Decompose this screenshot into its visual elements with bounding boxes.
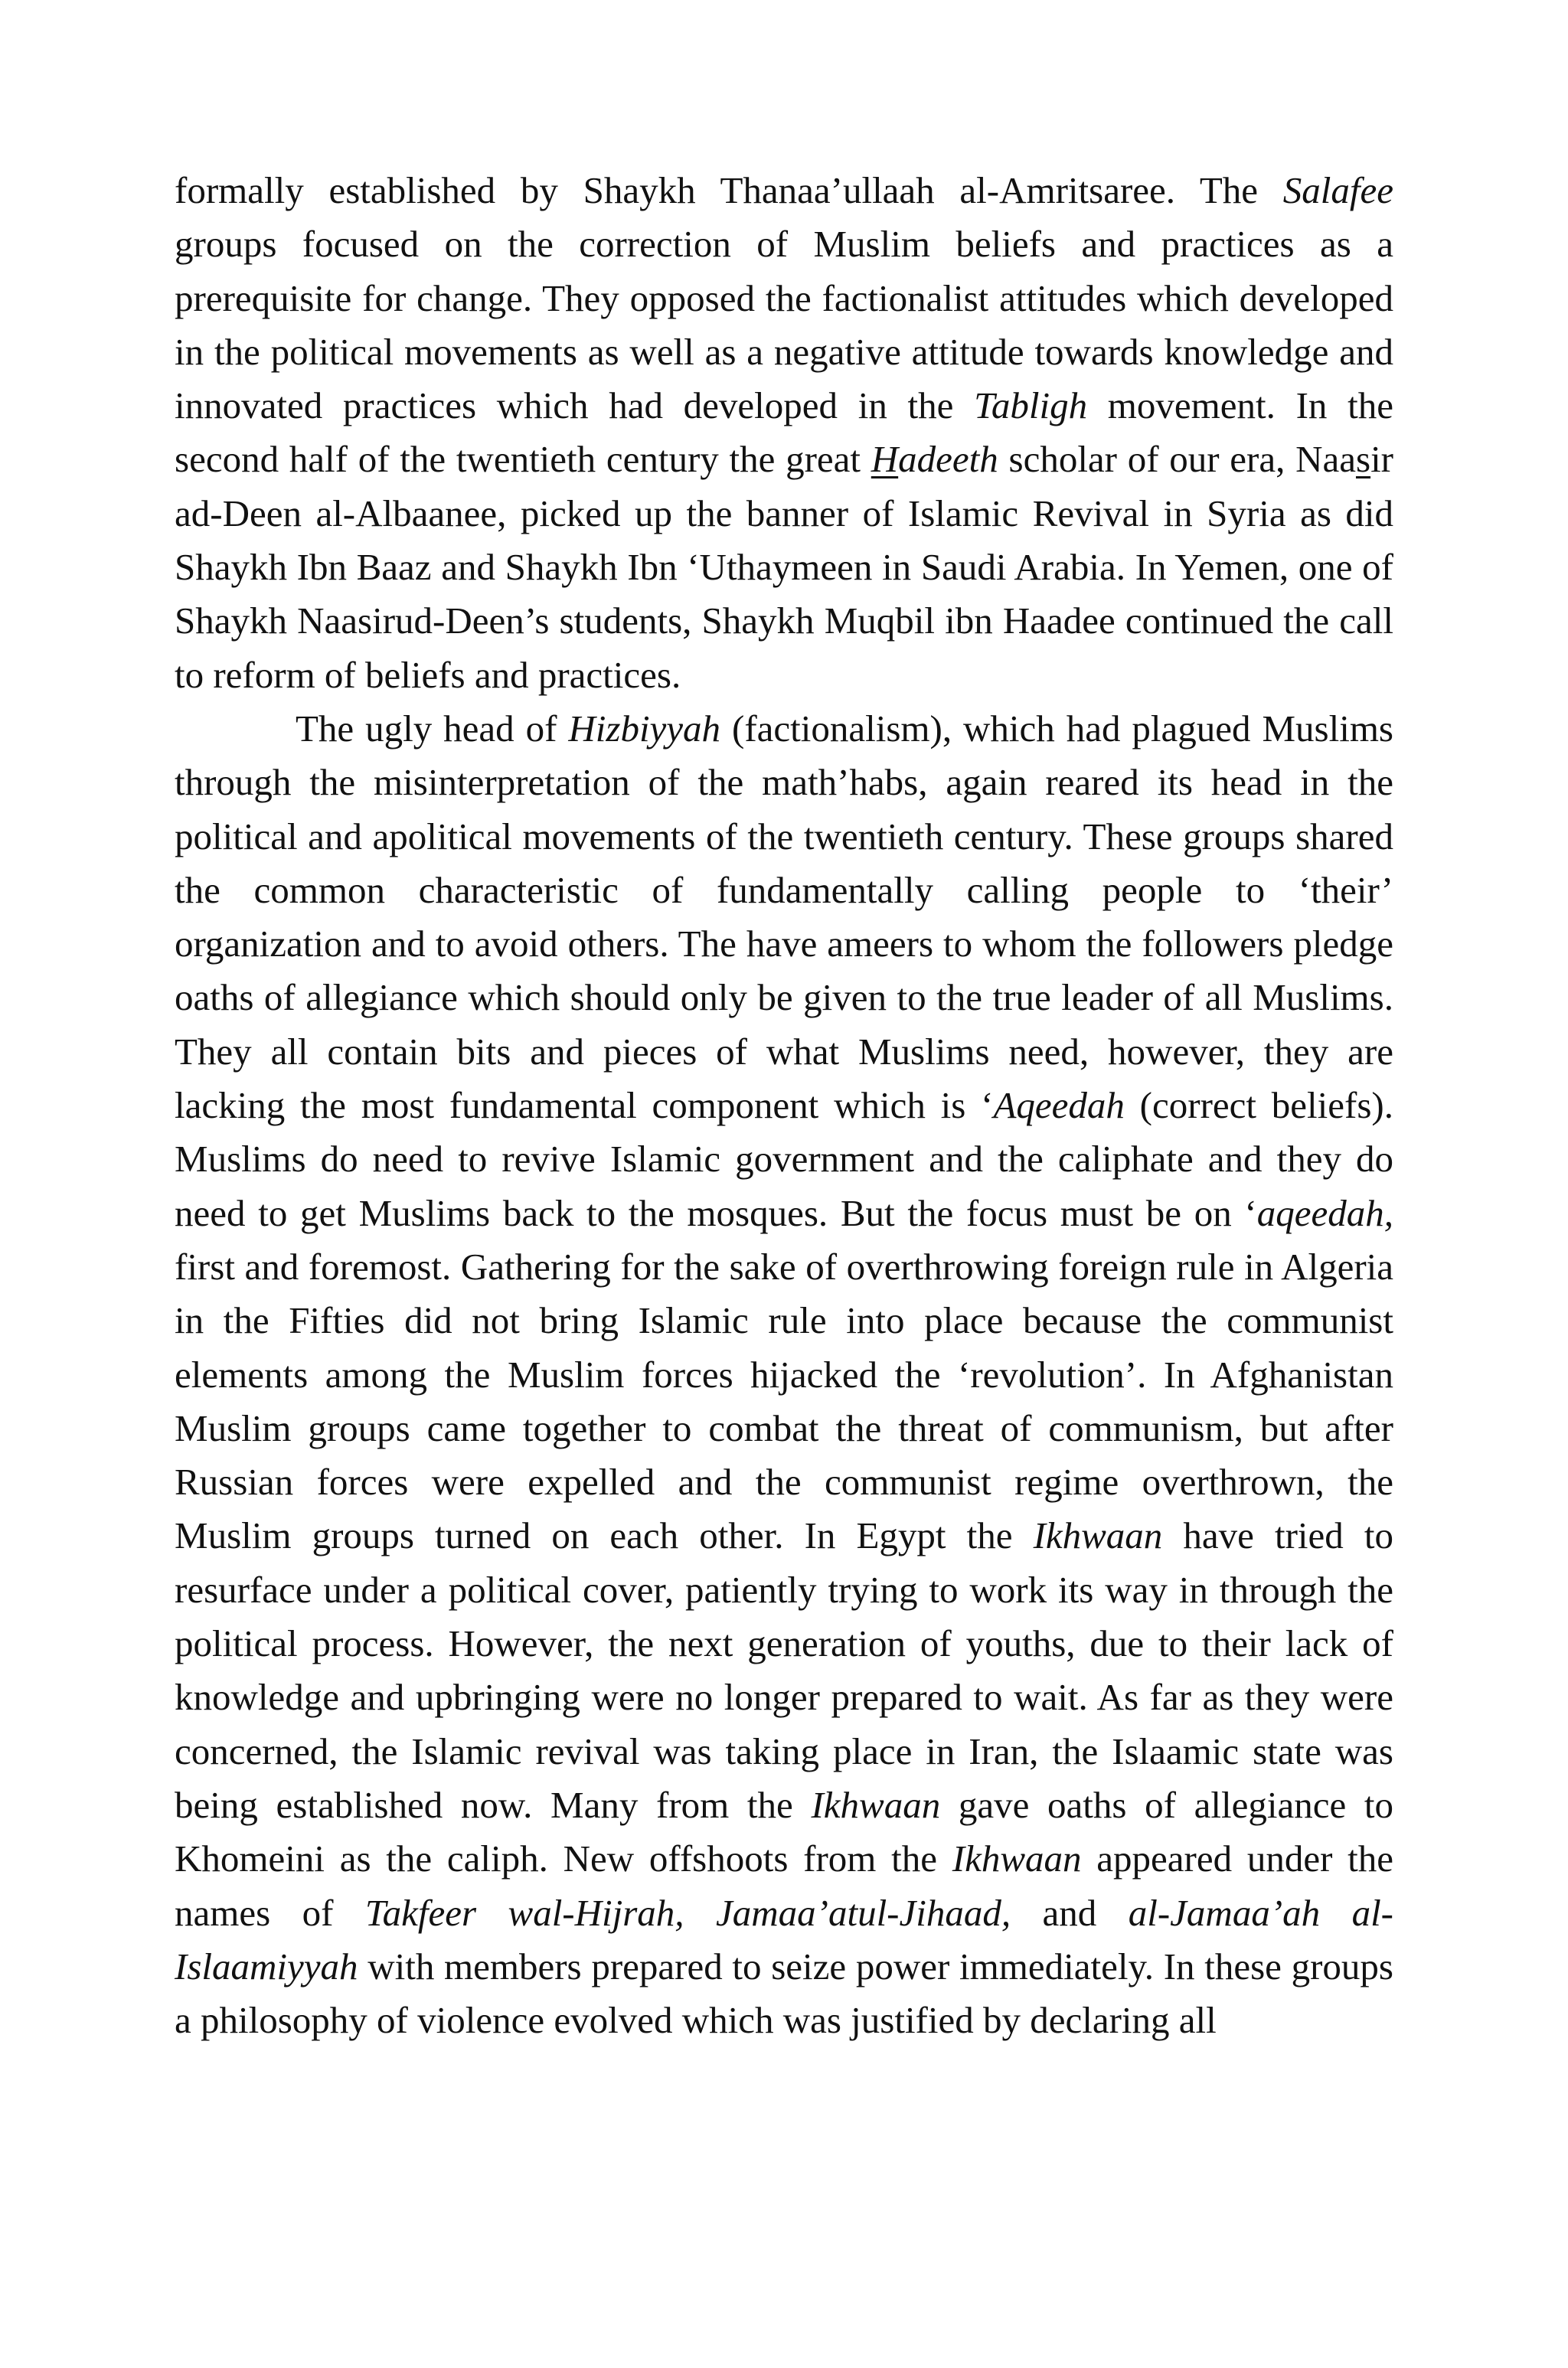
- text-run: first and foremost. Gathering for the sake of overthrowing foreign rule in Algeria in the Fifties did not bring Islamic rule into place because the communist elements among the Muslim forces hijacked the ‘revolution’. In Afghanistan Muslim groups came together to combat the threat of communism, but after Russian forces were expelled and the communist regime overthrown, the Muslim groups turned on each other. In Egypt the: [175, 1245, 1393, 1557]
- text-run: appeared under the names of: [175, 1837, 1394, 1934]
- italic-term-ikhwaan: Ikhwaan: [1033, 1514, 1163, 1557]
- paragraph-2: [175, 702, 1393, 2047]
- text-run: gave oaths of allegiance to Khomeini as the caliph. New offshoots from the: [175, 1783, 1393, 1880]
- italic-term-aqeedah: Aqeedah: [993, 1084, 1125, 1127]
- text-run: formally established by Shaykh Thanaa’ullaah al-Amritsaree. The: [175, 169, 1283, 211]
- text-run: (factionalism), which had plagued Muslims through the misinterpretation of the math’habs, again reared its head in the political and apolitical movements of the twentieth century. These groups shared the common characteristic of fundamentally calling people to ‘their’ organization and to avoid others. The have ameers to whom the followers pledge oaths of allegiance which should only be given to the true leader of all Muslims. They all contain bits and pieces of what Muslims need, however, they are lacking the most fundamental component which is ‘: [175, 707, 1393, 1127]
- text-run: The ugly head of: [296, 707, 569, 750]
- italic-term-hadeeth: [871, 438, 998, 480]
- text-run: movement. In the second half of the twentieth century the great: [175, 384, 1393, 481]
- italic-term-ikhwaan: Ikhwaan: [952, 1837, 1082, 1880]
- italic-term-salafee: Salafee: [1282, 169, 1393, 211]
- text-run: (correct beliefs). Muslims do need to revive Islamic government and the caliphate and they do need to get Muslims back to the mosques. But the focus must be on ‘: [175, 1084, 1393, 1234]
- italic-term-tabligh: Tabligh: [974, 384, 1088, 427]
- italic-term-hizbiyyah: Hizbiyyah: [568, 707, 721, 750]
- text-run: and: [1011, 1891, 1129, 1934]
- paragraph-1: [175, 164, 1393, 702]
- document-page: [175, 164, 1393, 2047]
- italic-group-name-islaamiyyah: al-Jamaa’ah al-Islaamiyyah: [175, 1891, 1394, 1987]
- text-run: with members prepared to seize power immediately. In these groups a philosophy of violence evolved which was justified by declaring all: [175, 1945, 1393, 2042]
- text-run: scholar of our era, Naa: [998, 438, 1356, 481]
- text-run: adeeth: [898, 438, 998, 481]
- underlined-letter: s: [1355, 438, 1371, 481]
- underlined-letter: H: [871, 438, 899, 481]
- italic-term-ikhwaan: Ikhwaan: [811, 1783, 941, 1826]
- text-run: have tried to resurface under a political cover, patiently trying to work its way in through the political process. However, the next generation of youths, due to their lack of knowledge and upbringing were no longer prepared to wait. As far as they were concerned, the Islamic revival was taking place in Iran, the Islaamic state was being established now. Many from the: [175, 1514, 1393, 1826]
- text-run: groups focused on the correction of Muslim beliefs and practices as a prerequisite for change. They opposed the factionalist attitudes which developed in the political movements as well as a negative attitude towards knowledge and innovated practices which had developed in the: [175, 223, 1393, 427]
- italic-group-names: Takfeer wal-Hijrah, Jamaa’atul-Jihaad,: [364, 1891, 1011, 1934]
- italic-term-aqeedah-lower: aqeedah,: [1256, 1191, 1393, 1234]
- text-run: ir ad-Deen al-Albaanee, picked up the banner of Islamic Revival in Syria as did Shaykh Ibn Baaz and Shaykh Ibn ‘Uthaymeen in Saudi Arabia. In Yemen, one of Shaykh Naasirud-Deen’s students, Shaykh Muqbil ibn Haadee continued the call to reform of beliefs and practices.: [175, 438, 1393, 696]
